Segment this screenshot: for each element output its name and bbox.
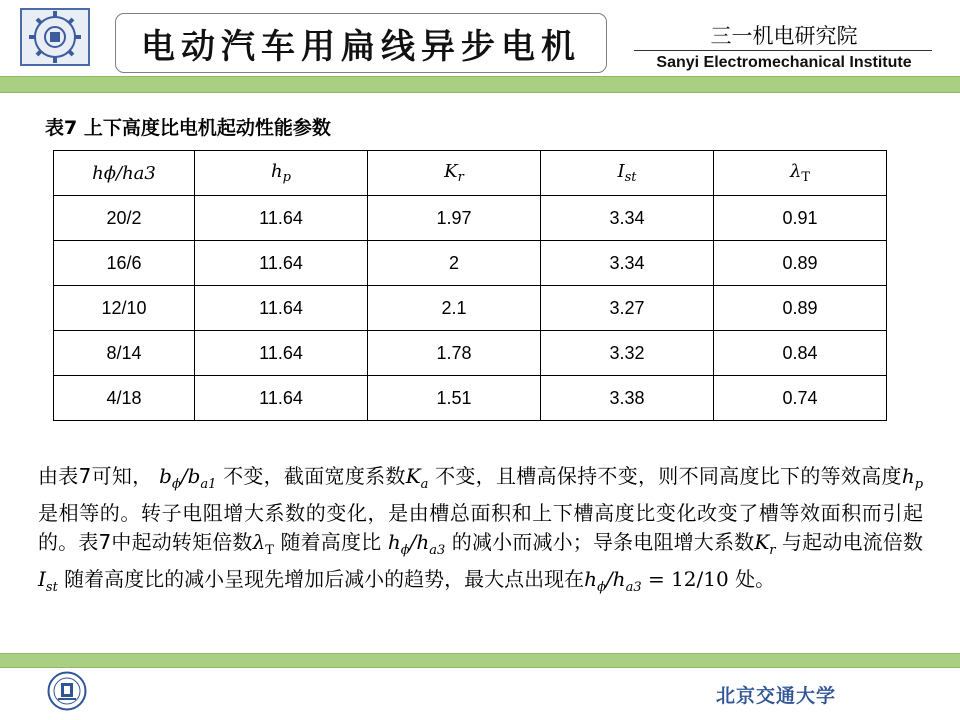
- header-accent-bar: [0, 76, 960, 93]
- university-name: 北京交通大学: [716, 685, 837, 707]
- text-segment: 不变，且槽高保持不变，则不同高度比下的等效高度: [435, 464, 902, 488]
- university-seal-icon: [47, 671, 87, 711]
- table-cell: 3.38: [541, 376, 714, 421]
- header-label: hϕ/ha3: [92, 162, 156, 184]
- math-h-phi-over-h-a3: $h_\phi/h_{a3}$: [387, 530, 446, 558]
- math-lambda-t: $\lambda_T$: [252, 530, 274, 558]
- header-label: K: [444, 161, 458, 182]
- slide-title: 电动汽车用扁线异步电机: [115, 13, 607, 73]
- table-row: [54, 241, 887, 286]
- table-cell: 0.91: [714, 196, 887, 241]
- table-cell: 4/18: [54, 376, 195, 421]
- institute-name-cn: 三一机电研究院: [710, 24, 858, 48]
- table-row: [54, 331, 887, 376]
- math-hp: $h_p$: [901, 464, 924, 492]
- divider-line: [634, 50, 932, 51]
- header-label: λ: [789, 161, 802, 182]
- table-cell: 1.97: [368, 196, 541, 241]
- table-caption: 表7 上下高度比电机起动性能参数: [45, 117, 331, 139]
- table-cell: 0.89: [714, 286, 887, 331]
- table-cell: 2: [368, 241, 541, 286]
- math-b-phi-over-b-a1: $b_\phi/b_{a1}$: [159, 464, 217, 492]
- text-segment: 不变，截面宽度系数: [223, 464, 406, 488]
- header-height-ratio: [54, 151, 195, 196]
- table-row: [54, 376, 887, 421]
- table-cell: 11.64: [195, 376, 368, 421]
- header-label: h: [271, 161, 283, 182]
- table-cell: 3.32: [541, 331, 714, 376]
- institute-logo-icon: [20, 8, 90, 66]
- table-cell: 3.34: [541, 241, 714, 286]
- table-cell: 16/6: [54, 241, 195, 286]
- text-segment: 随着高度比: [280, 530, 382, 554]
- parameters-table: [53, 150, 887, 421]
- table-cell: 11.64: [195, 331, 368, 376]
- table-cell: 3.34: [541, 196, 714, 241]
- text-segment: 由表7可知，: [38, 464, 153, 488]
- table-cell: 0.89: [714, 241, 887, 286]
- table-cell: 20/2: [54, 196, 195, 241]
- table-cell: 0.74: [714, 376, 887, 421]
- header-label: I: [617, 161, 625, 182]
- text-segment: 与起动电流倍数: [782, 530, 924, 554]
- table-cell: 3.27: [541, 286, 714, 331]
- table-cell: 2.1: [368, 286, 541, 331]
- table-cell: 11.64: [195, 196, 368, 241]
- math-kr: $K_r$: [754, 530, 776, 558]
- institute-name-en: Sanyi Electromechanical Institute: [656, 54, 912, 71]
- header-subscript: r: [457, 170, 464, 185]
- header-lambda-t: [714, 151, 887, 196]
- table-cell: 11.64: [195, 286, 368, 331]
- analysis-paragraph: [38, 462, 923, 602]
- table-cell: 0.84: [714, 331, 887, 376]
- table-cell: 8/14: [54, 331, 195, 376]
- table-header-row: [54, 151, 887, 196]
- math-ist: $I_{st}$: [38, 567, 58, 595]
- text-segment: 处。: [735, 567, 776, 591]
- table-cell: 1.78: [368, 331, 541, 376]
- header-subscript: p: [282, 170, 291, 185]
- text-segment: 随着高度比的减小呈现先增加后减小的趋势，最大点出现在: [64, 567, 585, 591]
- header-ist: [541, 151, 714, 196]
- table-row: [54, 286, 887, 331]
- table-cell: 11.64: [195, 241, 368, 286]
- math-h-phi-over-h-a3: $h_\phi/h_{a3}$: [584, 567, 642, 595]
- footer-accent-bar: [0, 653, 960, 668]
- table-row: [54, 196, 887, 241]
- header-subscript: T: [801, 170, 811, 185]
- equation-value: = 12/10: [647, 567, 729, 591]
- text-segment: 是相等的。转子电阻增大系数的变化，是由槽总面积和上下槽高度比变化改变了槽等效面积而引起的。表7中起动转矩倍数: [38, 501, 923, 554]
- text-segment: 的减小而减小；导条电阻增大系数: [451, 530, 755, 554]
- table-cell: 12/10: [54, 286, 195, 331]
- header-subscript: st: [624, 170, 637, 185]
- header-hp: [195, 151, 368, 196]
- math-ka: $K_a$: [405, 464, 429, 492]
- header-kr: [368, 151, 541, 196]
- table-cell: 1.51: [368, 376, 541, 421]
